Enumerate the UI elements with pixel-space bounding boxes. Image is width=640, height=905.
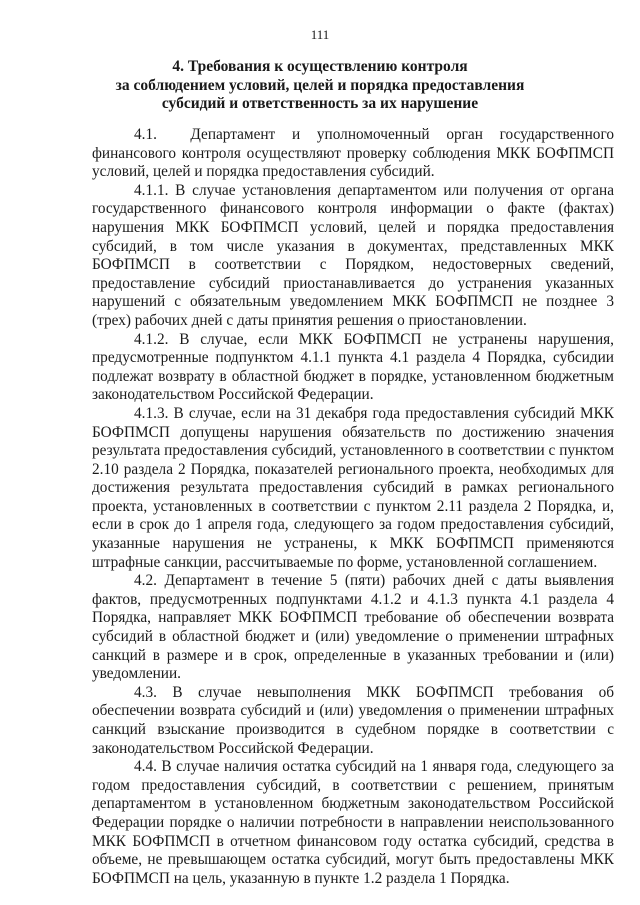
paragraph-4-4: 4.4. В случае наличия остатка субсидий на 1 января года, следующего за годом предоставления субсидий, в соответствии с решением, принятым департаментом в установленном бюджетным законодательством Российской Федерации порядке о наличии потребности в направлении неиспользованного МКК БОФПМСП в отчетном финансовом году остатка субсидий, средства в объеме, не превышающем остатка субсидий, могут быть предоставлены МКК БОФПМСП на цель, указанную в пункте 1.2 раздела 1 Порядка. <box>92 758 614 887</box>
section-heading <box>110 58 530 114</box>
paragraph-4-1-1: 4.1.1. В случае установления департаментом или получения от органа государственного финансового контроля информации о факте (фактах) нарушения МКК БОФПМСП условий, целей и порядка предоставления субсидий, в том числе указания в документах, представленных МКК БОФПМСП в соответствии с Порядком, недостоверных сведений, предоставление субсидий приостанавливается до устранения указанных нарушений с обязательным уведомлением МКК БОФПМСП не позднее 3 (трех) рабочих дней с даты принятия решения о приостановлении. <box>92 181 614 329</box>
heading-line: за соблюдением условий, целей и порядка предоставления <box>115 76 525 94</box>
heading-line: субсидий и ответственность за их нарушение <box>161 95 479 112</box>
page-number: 111 <box>310 27 330 42</box>
paragraph-4-2: 4.2. Департамент в течение 5 (пяти) рабочих дней с даты выявления фактов, предусмотренных подпунктами 4.1.2 и 4.1.3 пункта 4.1 раздела 4 Порядка, направляет МКК БОФПМСП требование об обеспечении возврата субсидий в областной бюджет и (или) уведомление о применении штрафных санкций в размере и в срок, определенные в указанных требовании и (или) уведомлении. <box>92 572 614 683</box>
paragraph-4-1-2: 4.1.2. В случае, если МКК БОФПМСП не устранены нарушения, предусмотренные подпунктом 4.1.1 пункта 4.1 раздела 4 Порядка, субсидии подлежат возврату в областной бюджет в порядке, установленном бюджетным законодательством Российской Федерации. <box>92 330 614 404</box>
paragraph-4-3: 4.3. В случае невыполнения МКК БОФПМСП требования об обеспечении возврата субсидий и (или) уведомления о применении штрафных санкций взыскание производится в судебном порядке в соответствии с законодательством Российской Федерации. <box>92 683 614 757</box>
section-body <box>92 126 614 888</box>
paragraph-4-1: 4.1. Департамент и уполномоченный орган государственного финансового контроля осуществляют проверку соблюдения МКК БОФПМСП условий, целей и порядка предоставления субсидий. <box>92 126 614 181</box>
heading-line: 4. Требования к осуществлению контроля <box>172 58 468 75</box>
paragraph-4-1-3: 4.1.3. В случае, если на 31 декабря года предоставления субсидий МКК БОФПМСП допущены нарушения обязательств по достижению значения результата предоставления субсидий, установленного в соответствии с пунктом 2.10 раздела 2 Порядка, показателей регионального проекта, необходимых для достижения результата предоставления субсидий в рамках регионального проекта, установленных в соответствии с пунктом 2.11 раздела 2 Порядка, и, если в срок до 1 апреля года, следующего за годом предоставления субсидий, указанные нарушения не устранены, к МКК БОФПМСП применяются штрафные санкции, рассчитываемые по форме, установленной соглашением. <box>92 404 614 571</box>
